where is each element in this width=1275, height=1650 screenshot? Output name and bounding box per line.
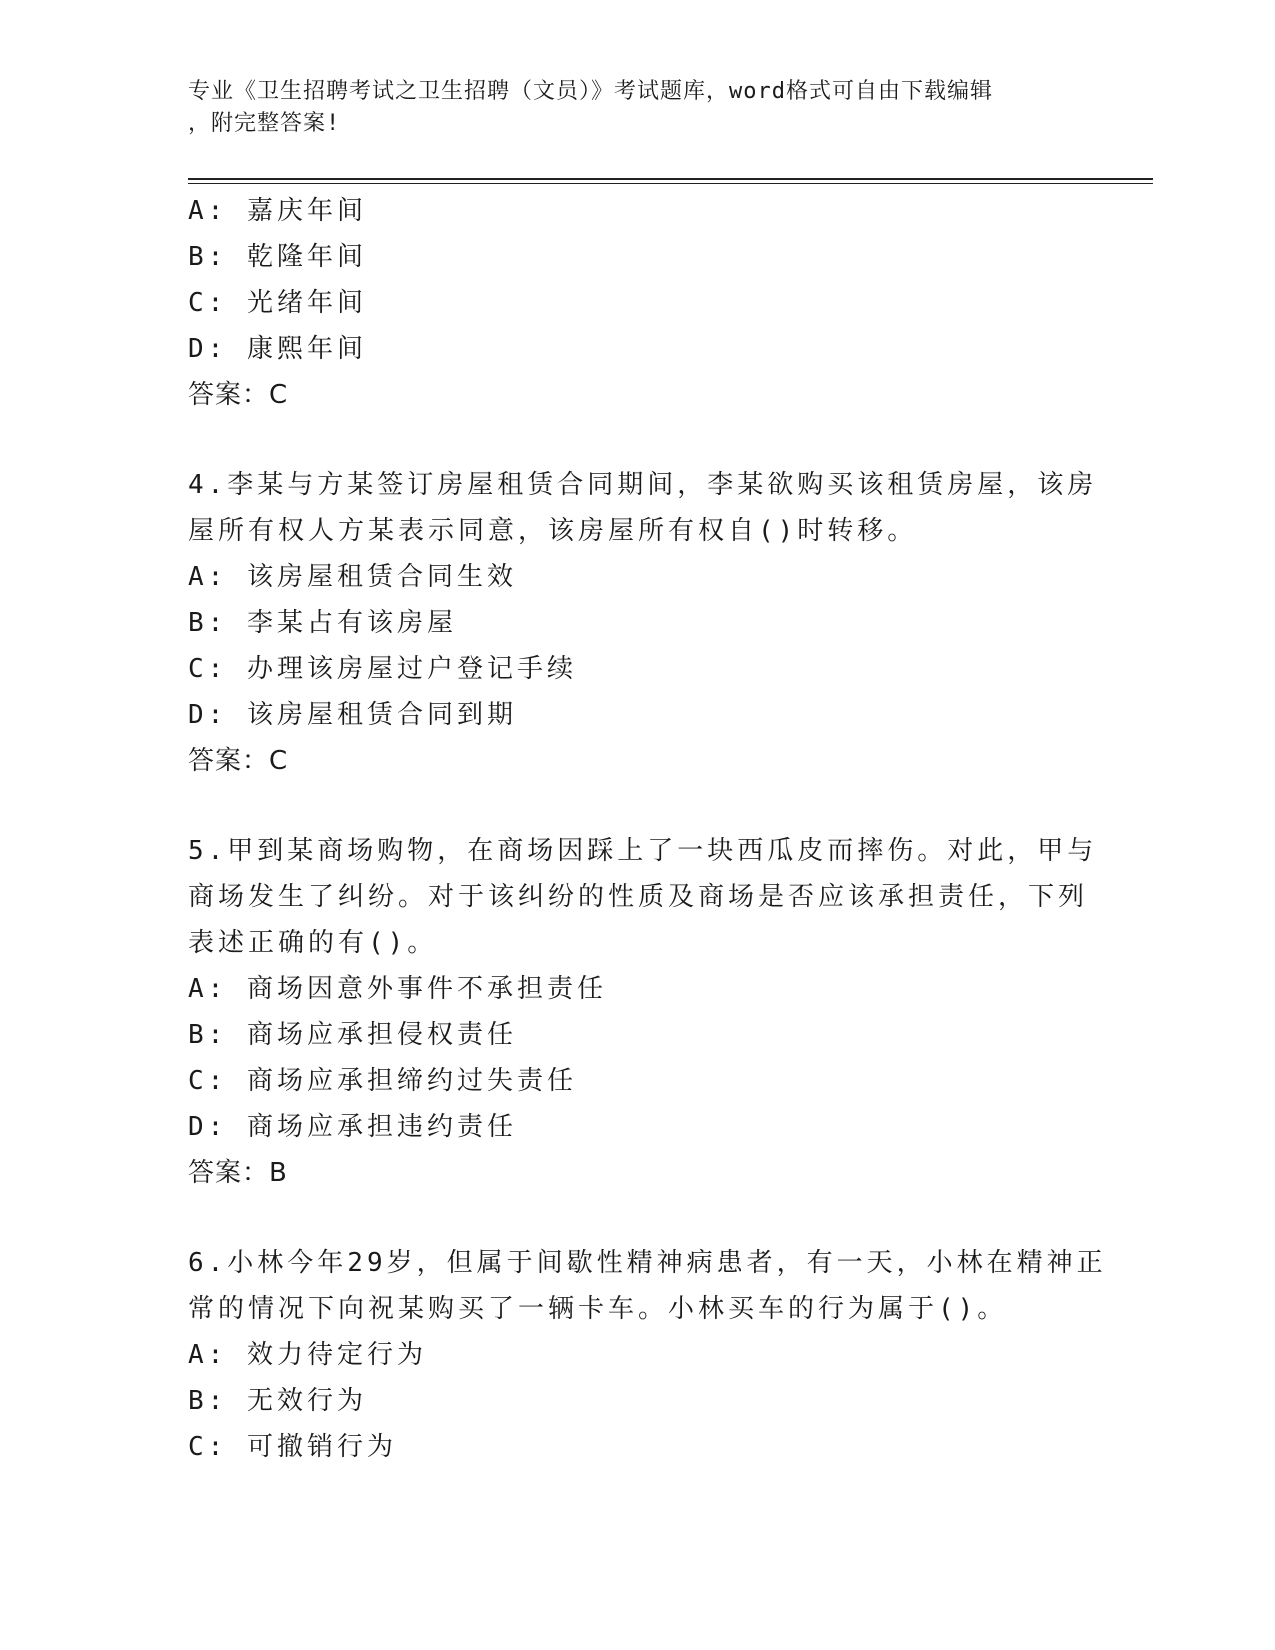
document-body: [188, 188, 1107, 1470]
question-4: [188, 462, 1098, 784]
option-a: A: 嘉庆年间: [188, 196, 367, 226]
option-c: C: 商场应承担缔约过失责任: [188, 1066, 577, 1096]
option-b: B: 商场应承担侵权责任: [188, 1020, 517, 1050]
question-text-line: 4.李某与方某签订房屋租赁合同期间，李某欲购买该租赁房屋，该房: [188, 470, 1098, 500]
header-line-2: ，附完整答案!: [188, 111, 341, 136]
header-line-1: 专业《卫生招聘考试之卫生招聘（文员）》考试题库，word格式可自由下载编辑: [188, 79, 993, 104]
option-a: A: 效力待定行为: [188, 1340, 427, 1370]
option-b: B: 无效行为: [188, 1386, 367, 1416]
answer: 答案：C: [188, 746, 289, 776]
question-3: [188, 188, 1088, 418]
answer: 答案：B: [188, 1158, 288, 1188]
answer: 答案：C: [188, 380, 289, 410]
option-d: D: 康熙年间: [188, 334, 367, 364]
question-text-line: 5.甲到某商场购物，在商场因踩上了一块西瓜皮而摔伤。对此，甲与: [188, 836, 1098, 866]
option-b: B: 李某占有该房屋: [188, 608, 457, 638]
option-c: C: 办理该房屋过户登记手续: [188, 654, 577, 684]
question-text-line: 商场发生了纠纷。对于该纠纷的性质及商场是否应该承担责任，下列: [188, 882, 1089, 912]
document-header: [188, 76, 1088, 140]
header-divider-thick: [188, 178, 1153, 180]
option-a: A: 该房屋租赁合同生效: [188, 562, 517, 592]
question-text-line: 常的情况下向祝某购买了一辆卡车。小林买车的行为属于()。: [188, 1294, 1008, 1324]
header-divider-thin: [188, 183, 1153, 184]
option-d: D: 商场应承担违约责任: [188, 1112, 517, 1142]
question-5: [188, 828, 1098, 1196]
option-b: B: 乾隆年间: [188, 242, 367, 272]
question-6: [188, 1240, 1107, 1470]
option-d: D: 该房屋租赁合同到期: [188, 700, 517, 730]
option-c: C: 光绪年间: [188, 288, 367, 318]
question-text-line: 表述正确的有()。: [188, 928, 438, 958]
option-c: C: 可撤销行为: [188, 1432, 397, 1462]
option-a: A: 商场因意外事件不承担责任: [188, 974, 607, 1004]
question-text-line: 6.小林今年29岁，但属于间歇性精神病患者，有一天，小林在精神正: [188, 1248, 1107, 1278]
question-text-line: 屋所有权人方某表示同意，该房屋所有权自()时转移。: [188, 516, 918, 546]
